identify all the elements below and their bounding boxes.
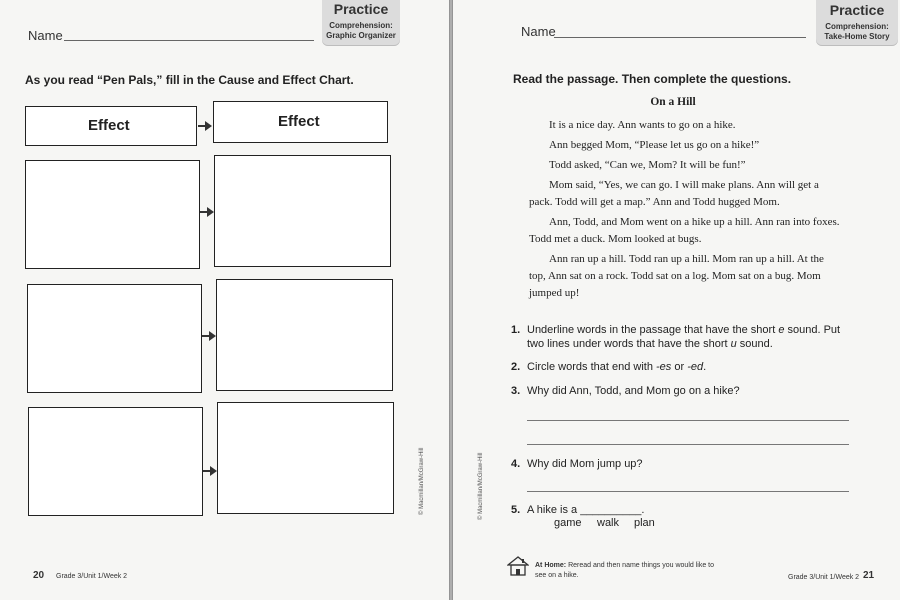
tab-subtitle-2: Graphic Organizer (326, 31, 396, 40)
question-number: 2. (511, 361, 521, 373)
cause-box-1[interactable] (25, 160, 200, 269)
cause-box-2[interactable] (27, 284, 202, 393)
question-4 (511, 457, 856, 471)
name-line[interactable] (554, 25, 806, 38)
page-number: 20 (33, 570, 45, 581)
instruction: As you read “Pen Pals,” fill in the Cause and Effect Chart. (25, 73, 354, 87)
name-label: Name (28, 28, 63, 43)
arrow-icon (200, 207, 214, 217)
question-emphasis: -ed (687, 361, 704, 373)
tab-subtitle-1: Comprehension: (329, 21, 393, 30)
copyright-notice: © Macmillan/McGraw-Hill (419, 447, 425, 515)
question-number: 3. (511, 385, 521, 397)
question-text: Why did Ann, Todd, and Mom go on a hike? (527, 385, 740, 397)
effect-box-2[interactable] (216, 279, 393, 391)
copyright-notice: © Macmillan/McGraw-Hill (478, 452, 484, 520)
at-home-text-2: see on a hike. (535, 572, 579, 579)
answer-line[interactable] (527, 443, 849, 445)
header-right-label: Effect (278, 113, 320, 130)
effect-box-1[interactable] (214, 155, 391, 267)
at-home-note (535, 562, 714, 569)
question-text: sound. Put two lines under words that have the short (527, 324, 841, 350)
footer-grade: Grade 3/Unit 1/Week 2 (56, 573, 128, 580)
name-label: Name (521, 24, 556, 39)
left-page (0, 0, 449, 600)
story-paragraph: Ann ran up a hill. Todd ran up a hill. Mom ran up a hill. At the top, Ann sat on a rock. Todd sat on a log. Mom sat on a bug. Mom jumped up! (529, 253, 824, 299)
practice-tab (816, 0, 898, 46)
story-title: On a Hill (650, 96, 696, 108)
tab-title: Practice (829, 2, 885, 18)
question-text: Underline words in the passage that have the short (527, 324, 779, 336)
question-2 (511, 360, 856, 374)
question-5 (511, 503, 856, 517)
book-gutter (449, 0, 453, 600)
effect-box-3[interactable] (217, 402, 394, 514)
arrow-icon (203, 466, 217, 476)
cause-box-3[interactable] (28, 407, 203, 516)
choice-walk[interactable]: walk (597, 517, 620, 529)
arrow-icon (202, 331, 216, 341)
footer-grade: Grade 3/Unit 1/Week 2 (788, 574, 860, 581)
question-number: 4. (511, 458, 521, 470)
right-page (453, 0, 900, 600)
page-number: 21 (863, 570, 875, 581)
question-text: or (671, 361, 688, 373)
name-line[interactable] (64, 28, 314, 41)
question-emphasis: e (778, 324, 785, 336)
question-number: 1. (511, 324, 521, 336)
house-icon (507, 556, 529, 581)
question-1 (511, 323, 856, 351)
story-passage (529, 117, 841, 305)
question-3 (511, 384, 856, 398)
question-text: A hike is a __________. (527, 504, 645, 516)
header-box-right (213, 101, 388, 143)
at-home-text-1: Reread and then name things you would like to (568, 562, 715, 569)
story-paragraph: It is a nice day. Ann wants to go on a hike. (549, 119, 736, 131)
arrow-icon (198, 121, 212, 131)
answer-line[interactable] (527, 419, 849, 421)
story-paragraph: Todd asked, “Can we, Mom? It will be fun!” (549, 159, 746, 171)
question-text: sound. (736, 338, 773, 350)
question-number: 5. (511, 504, 521, 516)
answer-line[interactable] (527, 490, 849, 492)
story-paragraph: Mom said, “Yes, we can go. I will make plans. Ann will get a pack. Todd will get a map.” Ann and Todd hugged Mom. (529, 179, 819, 208)
tab-subtitle-1: Comprehension: (825, 22, 889, 31)
question-text: Why did Mom jump up? (527, 458, 643, 470)
story-paragraph: Ann begged Mom, “Please let us go on a hike!” (549, 139, 760, 151)
tab-title: Practice (333, 1, 389, 17)
question-text: Circle words that end with (527, 361, 656, 373)
practice-tab (322, 0, 400, 46)
header-box-left (25, 106, 197, 146)
question-emphasis: -es (656, 361, 672, 373)
tab-subtitle-2: Take-Home Story (824, 32, 890, 41)
header-left-label: Effect (88, 117, 130, 134)
story-paragraph: Ann, Todd, and Mom went on a hike up a hill. Ann ran into foxes. Todd met a duck. Mom looked at bugs. (529, 216, 840, 245)
choice-plan[interactable]: plan (634, 517, 655, 529)
at-home-label: At Home: (535, 562, 567, 569)
instruction: Read the passage. Then complete the questions. (513, 72, 792, 86)
question-emphasis: u (730, 338, 737, 350)
choice-game[interactable]: game (554, 517, 582, 529)
question-text: . (703, 361, 707, 373)
